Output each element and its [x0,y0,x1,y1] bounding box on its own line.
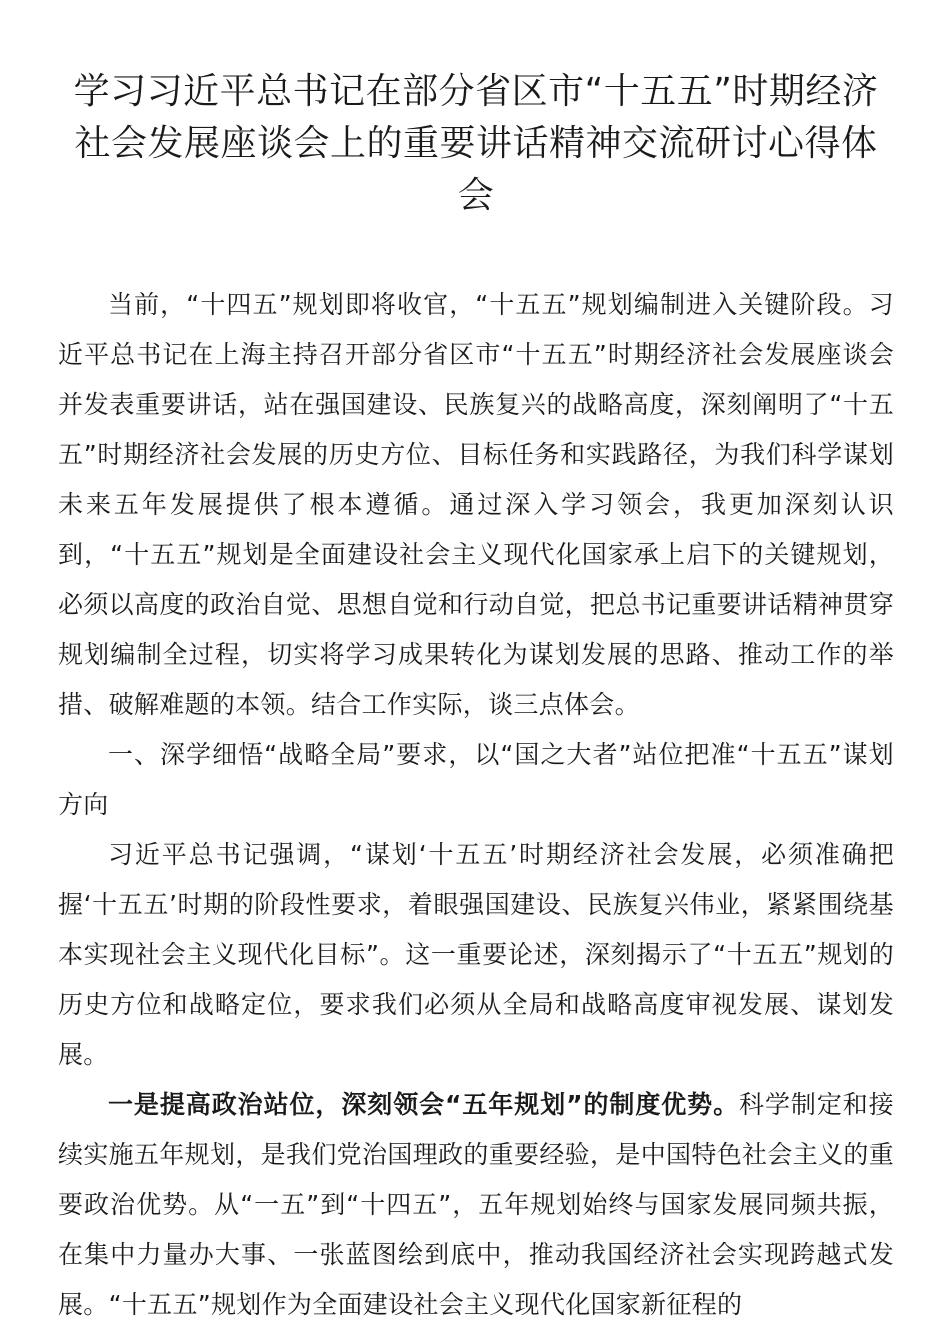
title-line-2: 社会发展座谈会上的重要讲话精神交流研讨心得体会 [74,123,878,216]
paragraph-intro: 当前，“十四五”规划即将收官，“十五五”规划编制进入关键阶段。习近平总书记在上海主持召开部分省区市“十五五”时期经济社会发展座谈会并发表重要讲话，站在强国建设、民族复兴的战略高度，深刻阐明了“十五五”时期经济社会发展的历史方位、目标任务和实践路径，为我们科学谋划未来五年发展提供了根本遵循。通过深入学习领会，我更加深刻认识到，“十五五”规划是全面建设社会主义现代化国家承上启下的关键规划，必须以高度的政治自觉、思想自觉和行动自觉，把总书记重要讲话精神贯穿规划编制全过程，切实将学习成果转化为谋划发展的思路、推动工作的举措、破解难题的本领。结合工作实际，谈三点体会。 [58,290,894,719]
point-1-lead: 一是提高政治站位，深刻领会“五年规划”的制度优势。 [108,1090,740,1119]
section-heading-1: 一、深学细悟“战略全局”要求，以“国之大者”站位把准“十五五”谋划方向 [58,740,894,819]
paragraph-point-1 [58,1080,894,1330]
title-line-1: 学习习近平总书记在部分省区市“十五五”时期经济 [73,71,879,112]
document-title [58,66,894,222]
document-body [58,280,894,1330]
point-1-text: 科学制定和接续实施五年规划，是我们党治国理政的重要经验，是中国特色社会主义的重要政治优势。从“一五”到“十四五”，五年规划始终与国家发展同频共振，在集中力量办大事、一张蓝图绘到底中，推动我国经济社会实现跨越式发展。“十五五”规划作为全面建设社会主义现代化国家新征程的 [58,1090,894,1319]
document-page [58,66,894,1330]
paragraph-quote: 习近平总书记强调，“谋划‘十五五’时期经济社会发展，必须准确把握‘十五五’时期的阶段性要求，着眼强国建设、民族复兴伟业，紧紧围绕基本实现社会主义现代化目标”。这一重要论述，深刻揭示了“十五五”规划的历史方位和战略定位，要求我们必须从全局和战略高度审视发展、谋划发展。 [58,840,894,1069]
